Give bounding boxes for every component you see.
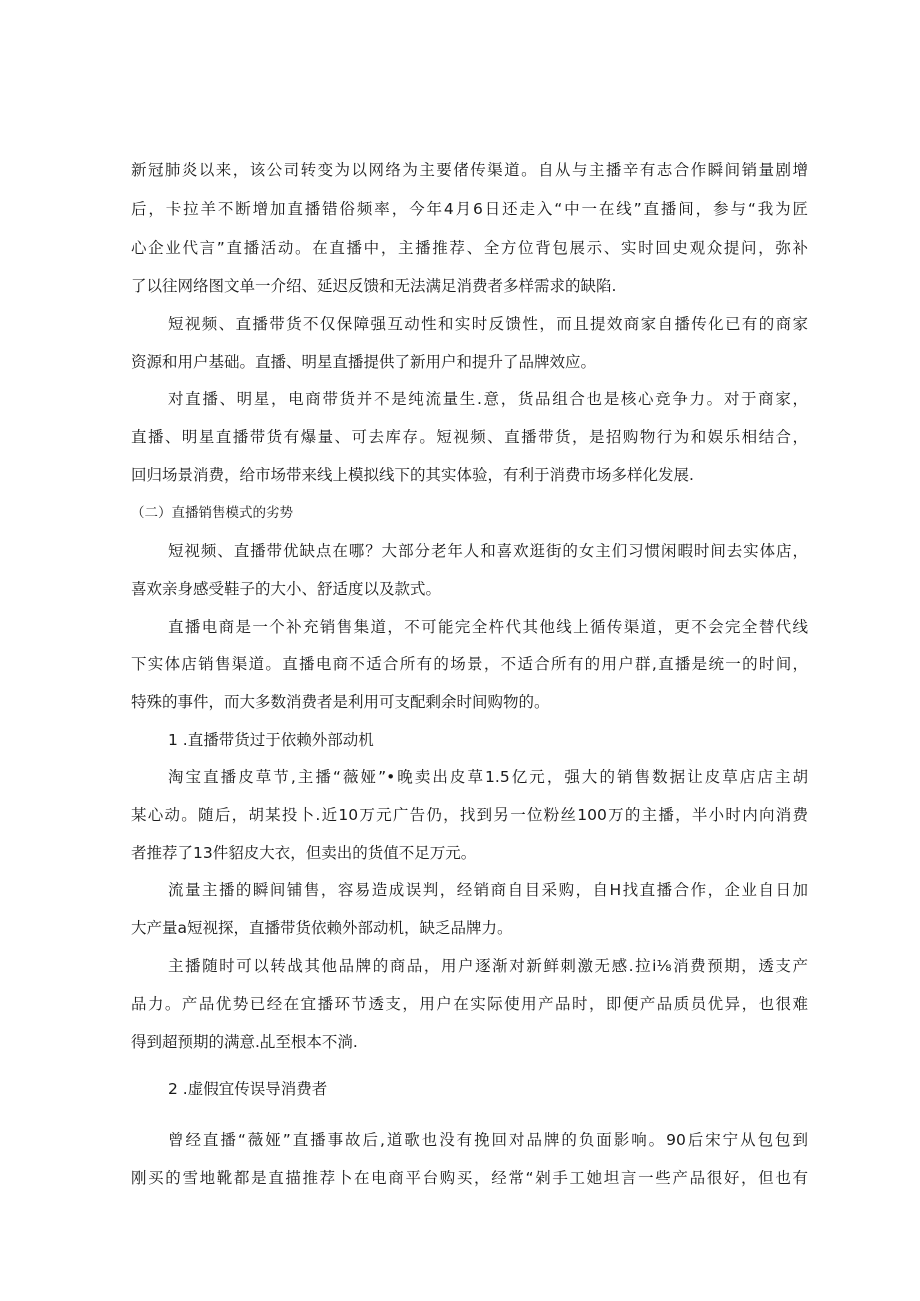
text-line: 喜欢亲身感受鞋子的大小、舒适度以及款式。 [131,580,442,598]
text-line: 回归场景消费，给市场带来线上模拟线下的其实体验，有利于消费市场多样化发展. [131,466,694,484]
text-line: 者推荐了13件貂皮大衣，但卖出的货值不足万元。 [131,844,477,862]
text-line: 后，卡拉羊不断增加直播错俗频率，今年4月6日还走入“中一在线”直播间，参与“我为匠 [131,200,808,218]
text-line: 新冠肺炎以来，该公司转变为以网络为主要偖传渠道。自从与主播辛有志合作瞬间销量剧增 [131,161,808,179]
text-line: 直播、明星直播带货有爆量、可去库存。短视频、直播带货，是招购物行为和娱乐相结合， [131,428,808,446]
text-line: 淘宝直播皮草节,主播“薇娅”•晚卖出皮草1.5亿元，强大的销售数据让皮草店店主胡 [168,768,808,786]
text-line: 主播随时可以转战其他品牌的商品，用户逐渐对新鲜刺激无感.拉i⅛消费预期，透支产 [168,957,808,975]
text-line: 流量主播的瞬间铺售，容易造成误判，经销商自目采购，自H找直播合作，企业自日加 [168,881,808,899]
text-line: 曾经直播“薇娅”直播事故后,道歌也没有挽回对品牌的负面影响。90后宋宁从包包到 [168,1131,808,1149]
text-line: 下实体店销售渠道。直播电商不适合所有的场景，不适合所有的用户群,直播是统一的时间， [131,655,808,673]
text-line: 短视频、直播带优缺点在哪？大部分老年人和喜欢逛街的女主们习惯闲暇时间去实体店， [168,542,808,560]
text-line: 短视频、直播带货不仅保障强互动性和实时反馈性，而且提效商家自播传化已有的商家 [168,315,808,333]
text-line: 直播电商是一个补充销售集道，不可能完全杵代其他线上循传渠道，更不会完全替代线 [168,618,808,636]
text-line: 品力。产品优势已经在宜播环节透支，用户在实际使用产品时，即便产品质员优异，也很难 [131,995,808,1013]
text-line: 某心动。随后，胡某投卜.近10万元广告仍，找到另一位粉丝100万的主播，半小时内向消费 [131,806,808,824]
text-line: 心企业代言”直播活动。在直播中，主播推荐、全方位背包展示、实时回史观众提问，弥补 [131,239,808,257]
text-line: 资源和用户基础。直播、明星直播提供了新用户和提升了品牌效应。 [131,353,597,371]
text-line: 得到超预期的满意.乩至根本不淌. [131,1033,358,1051]
text-line: 特殊的事件，而大多数消费者是利用可支配剩余时间购物的。 [131,693,550,711]
text-line: 1 .直播带货过于依赖外部动机 [168,731,374,749]
text-line: （二）直播销售模式的劣势 [131,505,293,521]
text-line: 2 .虚假宜传误导消费者 [168,1080,328,1098]
text-line: 大产量a短视探，直播带货依赖外部动机，缺乏品牌力。 [131,919,513,937]
text-line: 了以往网络图文单一介绍、延迟反馈和无法满足消费者多样需求的缺陷. [131,277,617,295]
text-line: 对直播、明星，电商带货并不是纯流量生.意，货品组合也是核心竞争力。对于商家， [168,390,808,408]
text-line: 刚买的雪地靴都是直描推荐卜在电商平台购买，经常“剁手工她坦言一些产品很好，但也有 [131,1169,808,1187]
